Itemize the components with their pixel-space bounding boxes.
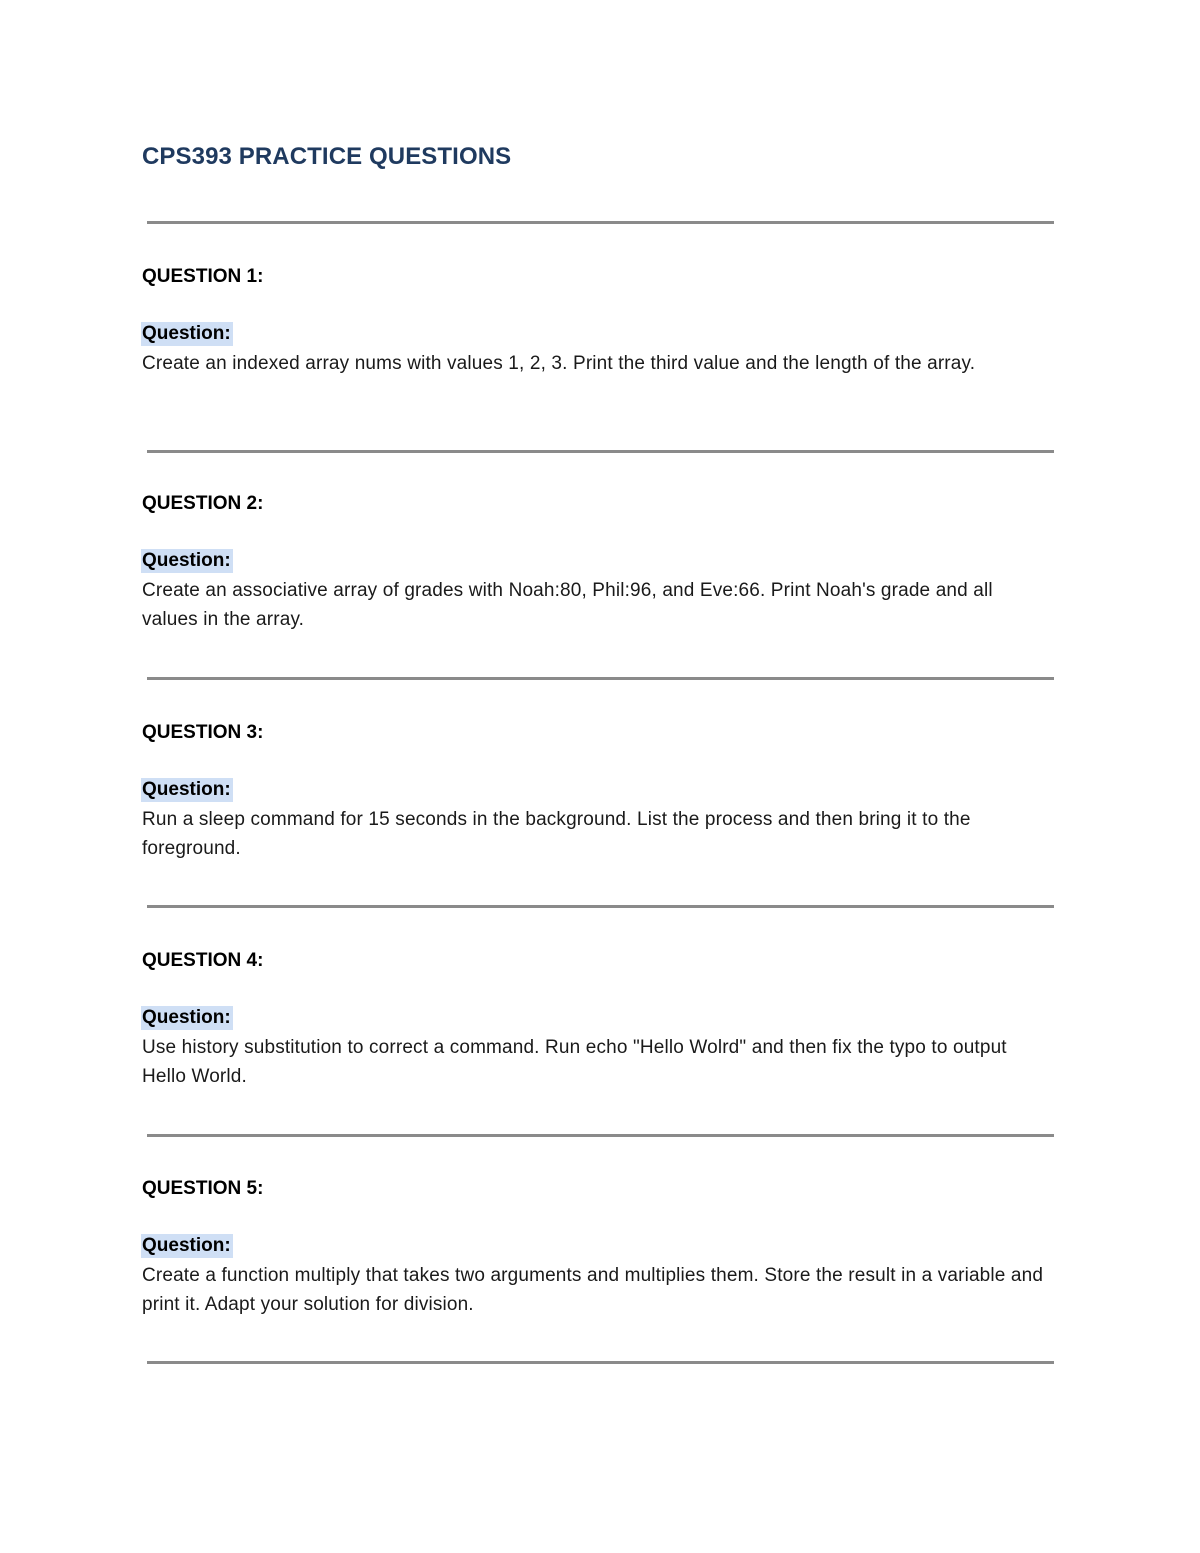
question-heading: QUESTION 3: <box>142 722 264 743</box>
divider-rule <box>147 905 1054 908</box>
question-text: Use history substitution to correct a command. Run echo "Hello Wolrd" and then fix the typo to output Hello World. <box>142 1037 1007 1087</box>
question-label: Question: <box>142 323 231 344</box>
question-text: Create an associative array of grades with Noah:80, Phil:96, and Eve:66. Print Noah's grade and all values in the array. <box>142 580 993 630</box>
question-heading: QUESTION 4: <box>142 950 264 971</box>
question-block-3 <box>142 721 1052 863</box>
question-label: Question: <box>142 1007 231 1028</box>
divider-rule <box>147 450 1054 453</box>
question-block-5 <box>142 1177 1052 1319</box>
question-text: Run a sleep command for 15 seconds in the background. List the process and then bring it to the foreground. <box>142 809 971 859</box>
question-heading: QUESTION 1: <box>142 266 264 287</box>
question-text: Create a function multiply that takes two arguments and multiplies them. Store the result in a variable and print it. Adapt your solution for division. <box>142 1265 1044 1315</box>
question-heading: QUESTION 2: <box>142 493 264 514</box>
question-label: Question: <box>142 779 231 800</box>
question-block-4 <box>142 949 1052 1091</box>
divider-rule <box>147 1361 1054 1364</box>
question-text: Create an indexed array nums with values 1, 2, 3. Print the third value and the length of the array. <box>142 353 976 374</box>
divider-rule <box>147 677 1054 680</box>
question-label: Question: <box>142 1235 231 1256</box>
divider-rule <box>147 1134 1054 1137</box>
document-title: CPS393 PRACTICE QUESTIONS <box>142 143 512 170</box>
question-block-2 <box>142 492 1052 634</box>
question-label: Question: <box>142 550 231 571</box>
divider-rule <box>147 221 1054 224</box>
question-heading: QUESTION 5: <box>142 1178 264 1199</box>
question-block-1 <box>142 265 1052 379</box>
